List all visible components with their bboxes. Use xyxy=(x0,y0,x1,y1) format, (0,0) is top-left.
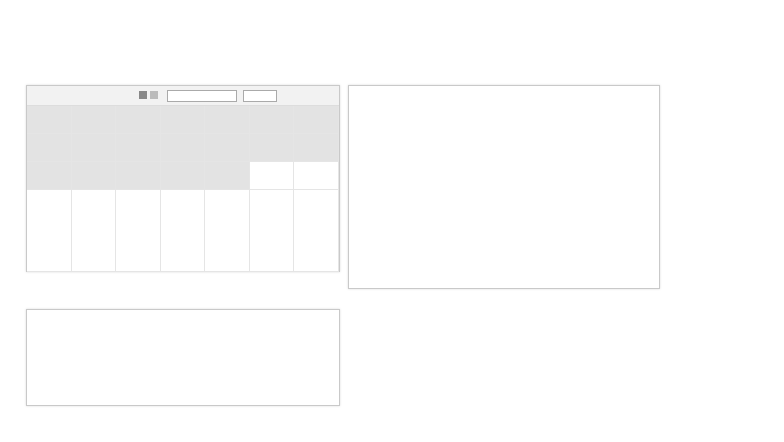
calendar-cell[interactable] xyxy=(250,106,295,134)
calendar-cell[interactable] xyxy=(250,190,295,272)
calendar-cell[interactable] xyxy=(161,134,206,162)
calendar-cell[interactable] xyxy=(205,162,250,190)
forecast-panel-top xyxy=(348,85,660,289)
month-select[interactable] xyxy=(167,90,237,102)
calendar-cell[interactable] xyxy=(72,190,117,272)
calendar-cell[interactable] xyxy=(27,106,72,134)
calendar-cell[interactable] xyxy=(161,162,206,190)
calendar-cell[interactable] xyxy=(250,134,295,162)
calendar-cell[interactable] xyxy=(72,106,117,134)
calendar-cell[interactable] xyxy=(116,162,161,190)
calendar-header xyxy=(27,86,339,106)
calendar-cell[interactable] xyxy=(161,106,206,134)
calendar-cell[interactable] xyxy=(27,190,72,272)
calendar-cell[interactable] xyxy=(27,134,72,162)
more-forecast-panel xyxy=(348,309,744,406)
calendar-cell[interactable] xyxy=(116,106,161,134)
forecast-grid-bottom xyxy=(27,310,339,405)
calendar-cell[interactable] xyxy=(205,134,250,162)
calendar-cell[interactable] xyxy=(294,106,339,134)
calendar-cell[interactable] xyxy=(27,162,72,190)
forecast-grid-top xyxy=(349,86,659,152)
page-header xyxy=(142,18,602,22)
calendar-cell[interactable] xyxy=(72,162,117,190)
calendar-cell[interactable] xyxy=(116,134,161,162)
calendar-panel xyxy=(26,85,340,272)
calendar-cell[interactable] xyxy=(116,190,161,272)
grid-view-icon[interactable] xyxy=(150,91,158,99)
calendar-cell[interactable] xyxy=(250,162,295,190)
calendar-cell[interactable] xyxy=(294,162,339,190)
calendar-cell[interactable] xyxy=(294,134,339,162)
calendar-cell[interactable] xyxy=(161,190,206,272)
more-forecast-list xyxy=(356,337,744,349)
forecast-panel-bottom xyxy=(26,309,340,406)
calendar-cell[interactable] xyxy=(294,190,339,272)
calendar-cell[interactable] xyxy=(72,134,117,162)
calendar-cell[interactable] xyxy=(205,190,250,272)
calendar-cell[interactable] xyxy=(205,106,250,134)
year-select[interactable] xyxy=(243,90,277,102)
list-view-icon[interactable] xyxy=(139,91,147,99)
calendar-grid xyxy=(27,106,339,272)
